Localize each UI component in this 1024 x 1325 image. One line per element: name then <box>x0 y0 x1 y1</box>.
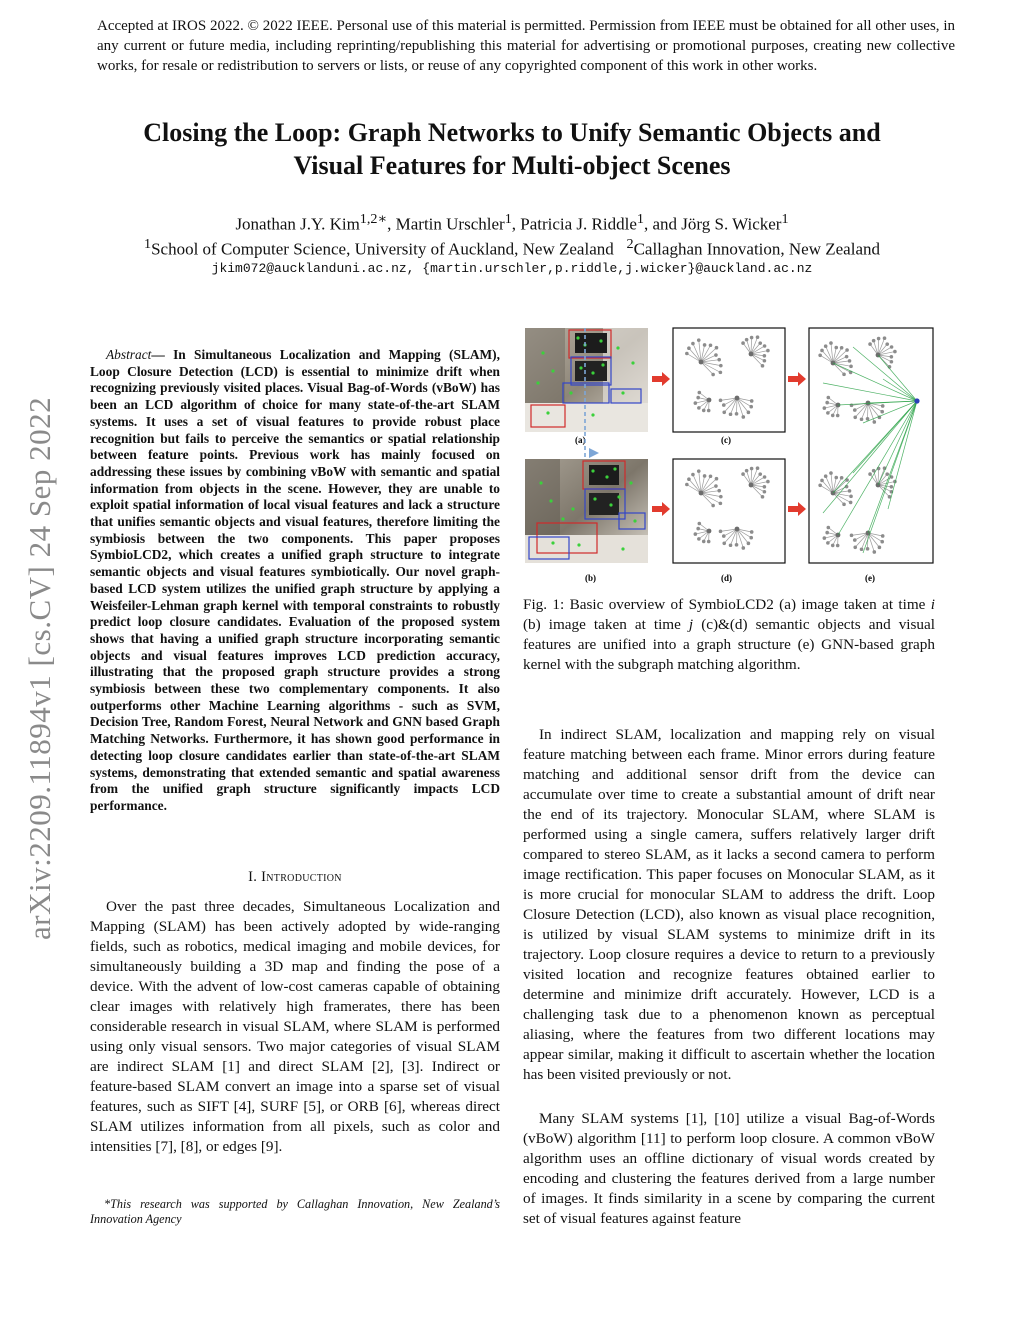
caption-prefix: Fig. 1: Basic overview of SymbioLCD2 (a) image taken at time <box>523 596 931 613</box>
graph-node <box>749 536 753 540</box>
graph-node <box>745 338 749 342</box>
graph-hub <box>749 483 754 488</box>
scene-image-b <box>525 459 648 563</box>
graph-node <box>840 346 844 350</box>
graph-node <box>761 495 765 499</box>
funding-footnote: *This research was supported by Callaghan Innovation, New Zealand’s Innovation Agency <box>90 1197 500 1226</box>
graph-node <box>719 399 723 403</box>
author-name: Martin Urschler <box>395 214 505 234</box>
graph-node <box>709 474 713 478</box>
graph-node <box>714 484 718 488</box>
graph-node <box>719 364 723 368</box>
graph-node <box>685 352 689 356</box>
copyright-notice: Accepted at IROS 2022. © 2022 IEEE. Personal use of this material is permitted. Permission from IEEE must be obtained for all other uses, in any current or future media, including reprinting/republishing this material for advertising or promotional purposes, creating new collective works, for resale or redistribution to servers or lists, or reuse of any copyrighted component of this work in other works. <box>97 18 955 74</box>
graph-node <box>860 417 864 421</box>
body-paragraph-vbow: Many SLAM systems [1], [10] utilize a visual Bag-of-Words (vBoW) algorithm [11] to perform loop closure. A common vBoW algorithm uses an offline dictionary of visual words created by encoding and clustering the features derived from a large number of images. It finds similarity in a scene by comparing the current set of visual features against feature <box>523 1110 935 1227</box>
graph-node <box>866 547 870 551</box>
panel-label-b: (b) <box>585 573 596 583</box>
graph-node <box>719 495 723 499</box>
graph-node <box>766 480 770 484</box>
graph-node <box>741 341 745 345</box>
graph-node <box>873 420 877 424</box>
graph-node <box>747 542 751 546</box>
caption-mid: (b) image taken at time <box>523 616 689 633</box>
graph-node <box>763 485 767 489</box>
graph-node <box>826 541 830 545</box>
graph-node <box>702 409 706 413</box>
graph-node <box>853 545 857 549</box>
author-sup: 1,2∗ <box>359 211 388 227</box>
affiliation-sup: 2 <box>626 236 634 252</box>
graph-node <box>691 473 695 477</box>
graph-node <box>820 479 824 483</box>
graph-node <box>842 373 846 377</box>
author-name: Patricia J. Riddle <box>520 214 637 234</box>
graph-node <box>829 341 833 345</box>
graph-node <box>842 503 846 507</box>
graph-node <box>890 355 894 359</box>
graph-node <box>818 483 822 487</box>
graph-node <box>826 411 830 415</box>
graph-node <box>711 373 715 377</box>
graph-node <box>717 358 721 362</box>
graph-node <box>824 474 828 478</box>
graph-node <box>836 414 840 418</box>
affiliation-sup: 1 <box>144 236 152 252</box>
graph-node <box>890 345 894 349</box>
graph-node <box>761 364 765 368</box>
graph-node <box>763 354 767 358</box>
figure-1-caption <box>523 595 935 675</box>
graph-node <box>878 546 882 550</box>
affiliations <box>60 233 964 261</box>
section-heading <box>90 869 500 886</box>
graph-node <box>866 417 870 421</box>
graph-node <box>750 399 754 403</box>
graph-node <box>698 391 702 395</box>
panel-label-a: (a) <box>575 435 586 445</box>
graph-node <box>848 489 852 493</box>
caption-var-i: i <box>930 596 935 613</box>
title-line-2: Visual Features for Multi-object Scenes <box>293 151 731 180</box>
graph-node <box>729 412 733 416</box>
author-sup: 1 <box>636 211 644 227</box>
intro-paragraph: Over the past three decades, Simultaneous Localization and Mapping (SLAM) has been actively adopted by wide-ranging fields, such as robotics, medical imaging and mobile devices, for simultaneously building a 3D map and finding the pose of a device. With the advent of low-cost cameras capable of obtaining clear images with relatively high framerates, there has been considerable research in visual SLAM, where SLAM is performed using only visual sensors. Two major categories of visual SLAM are indirect SLAM [1] and direct SLAM [2], [3]. Indirect or feature-based SLAM convert an image into a sparse set of visual features, such as SIFT [4], SURF [5], or ORB [6], whereas direct SLAM utilizes information from all pixels, such as color and intensities [7], [8], or edges [9]. <box>90 898 500 1155</box>
arrow-c-to-e <box>788 372 806 386</box>
graph-node <box>885 472 889 476</box>
graph-node <box>872 339 876 343</box>
section-title: Introduction <box>261 869 342 885</box>
section-number: I. <box>248 869 262 885</box>
graph-node <box>825 531 829 535</box>
graph-node <box>827 526 831 530</box>
graph-c <box>673 328 785 432</box>
graph-node <box>714 353 718 357</box>
graph-node <box>687 477 691 481</box>
graph-node <box>763 359 767 363</box>
graph-node <box>742 546 746 550</box>
graph-node <box>890 360 894 364</box>
graph-node <box>702 540 706 544</box>
graph-node <box>868 342 872 346</box>
graph-node <box>697 537 701 541</box>
graph-node <box>741 472 745 476</box>
graph-node <box>860 547 864 551</box>
graph-node <box>880 540 884 544</box>
graph-node <box>823 406 827 410</box>
graph-node <box>893 350 897 354</box>
graph-node <box>818 353 822 357</box>
abstract-dash: — <box>151 347 174 362</box>
panel-label-c: (c) <box>721 435 731 445</box>
graph-node <box>845 348 849 352</box>
graph-node <box>853 415 857 419</box>
graph-e <box>809 328 933 563</box>
graph-node <box>729 543 733 547</box>
graph-node <box>722 410 726 414</box>
link-arrowhead <box>589 448 599 458</box>
graph-node <box>824 344 828 348</box>
graph-node <box>877 337 881 341</box>
graph-node <box>697 469 701 473</box>
graph-node <box>722 403 726 407</box>
graph-node <box>827 396 831 400</box>
author-sup: 1 <box>504 211 512 227</box>
graph-node <box>696 527 700 531</box>
graph-node <box>750 530 754 534</box>
graph-node <box>735 412 739 416</box>
affiliation-2: Callaghan Innovation, New Zealand <box>633 239 880 259</box>
graph-node <box>831 544 835 548</box>
affiliation-1: School of Computer Science, University of Auckland, New Zealand <box>151 239 614 259</box>
arrow-a-to-c <box>652 372 670 386</box>
figure-1-graphic <box>523 323 935 587</box>
graph-node <box>763 475 767 479</box>
graph-node <box>873 550 877 554</box>
graph-node <box>694 401 698 405</box>
graph-node <box>747 411 751 415</box>
graph-node <box>756 466 760 470</box>
figure-1 <box>523 323 935 587</box>
abstract <box>90 347 500 815</box>
graph-node <box>750 467 754 471</box>
graph-node <box>840 476 844 480</box>
title-line-1: Closing the Loop: Graph Networks to Unify Semantic Objects and <box>143 118 881 147</box>
graph-node <box>719 371 723 375</box>
graph-node <box>698 522 702 526</box>
author-separator: , <box>511 214 521 234</box>
graph-node <box>853 538 857 542</box>
graph-node <box>703 474 707 478</box>
graph-node <box>763 490 767 494</box>
graph-node <box>849 495 853 499</box>
graph-node <box>685 483 689 487</box>
graph-node <box>717 489 721 493</box>
graph-node <box>722 541 726 545</box>
graph-node <box>719 530 723 534</box>
graph-hub <box>699 360 704 365</box>
graph-node <box>834 346 838 350</box>
graph-node <box>696 396 700 400</box>
author-name: Jörg S. Wicker <box>681 214 782 234</box>
graph-node <box>694 532 698 536</box>
graph-node <box>711 504 715 508</box>
graph-node <box>687 346 691 350</box>
graph-hub <box>707 529 712 534</box>
author-name: Jonathan J.Y. Kim <box>235 214 360 234</box>
graph-hub <box>699 491 704 496</box>
graph-node <box>881 534 885 538</box>
graph-node <box>697 338 701 342</box>
graph-node <box>707 540 711 544</box>
graph-node <box>709 343 713 347</box>
panel-label-d: (d) <box>721 573 732 583</box>
graph-node <box>715 477 719 481</box>
graph-node <box>758 341 762 345</box>
graph-node <box>766 349 770 353</box>
graph-node <box>848 359 852 363</box>
graph-node <box>849 365 853 369</box>
graph-hub <box>735 396 740 401</box>
graph-node <box>763 344 767 348</box>
graph-node <box>691 342 695 346</box>
graph-node <box>719 502 723 506</box>
body-paragraph-indirect-slam: In indirect SLAM, localization and mapping rely on visual feature matching between each frame. Minor errors during feature matching and additional sensor drift from the device can accumulate over time to create a substantial amount of drift near the end of its trajectory. Monocular SLAM, where SLAM is performed using a single camera, suffers relatively larger drift compared to stereo SLAM, as it lacks a second camera to perform image rectification. This paper focuses on Monocular SLAM, as it is more crucial for monocular SLAM to address the drift. Loop Closure Detection (LCD), also known as visual place recognition, is utilized by visual SLAM systems to minimize drift in its trajectory. Loop closure requires a device to return to a previously visited location and recognize features obtained earlier to determine and minimize drift accurately. However, LCD is a challenging task due to a phenomenon known as perceptual aliasing, where the features from two different locations may appear similar, making it difficult to ascertain whether the location has been visited previously or not. <box>523 726 935 1083</box>
graph-node <box>820 349 824 353</box>
arxiv-identifier: arXiv:2209.11894v1 [cs.CV] 24 Sep 2022 <box>22 396 57 940</box>
graph-node <box>745 469 749 473</box>
graph-node <box>750 336 754 340</box>
author-sup: 1 <box>781 211 789 227</box>
graph-node <box>885 342 889 346</box>
graph-node <box>697 406 701 410</box>
graph-node <box>703 343 707 347</box>
arrow-b-to-d <box>652 502 670 516</box>
panel-label-e: (e) <box>865 573 875 583</box>
graph-hub <box>735 527 740 532</box>
abstract-text: In Simultaneous Localization and Mapping (SLAM), Loop Closure Detection (LCD) is essential to minimize drift when recognizing previously visited places. Visual Bag-of-Words (vBoW) has been an LCD algorithm of choice for many state-of-the-art SLAM systems. It uses a set of visual features to provide robust place recognition but fails to perceive the semantics or spatial relationship between feature points. Previous work has mainly focused on addressing these issues by combining vBoW with semantic and spatial information from objects in the scene. However, they are unable to exploit spatial information of local visual features and lack a structure that unifies semantic objects and visual features, therefore limiting the symbiosis between the two components. This paper proposes SymbioLCD2, which creates a unified graph structure to integrate semantic objects and visual features symbiotically. Our novel graph-based LCD system utilizes the unified graph structure by applying a Weisfeiler-Lehman graph kernel with temporal constraints to robustly predict loop closure candidates. Evaluation of the proposed system shows that having a unified graph structure incorporating semantic objects and visual features improves LCD prediction accuracy, illustrating that the proposed graph structure provides a strong symbiosis between these two complementary components. It also outperforms other Machine Learning algorithms - such as SVM, Decision Tree, Random Forest, Neural Network and GNN based Graph Matching Networks. Furthermore, it has shown good performance in detecting loop closure candidates earlier than state-of-the-art SLAM systems, demonstrating that extended semantic and spatial awareness from the unified graph structure significantly impacts LCD performance. <box>90 347 500 813</box>
caption-var-j: j <box>688 616 694 633</box>
graph-node <box>722 534 726 538</box>
graph-node <box>883 336 887 340</box>
author-separator: , <box>387 214 396 234</box>
graph-node <box>831 414 835 418</box>
graph-node <box>825 401 829 405</box>
author-separator: , and <box>643 214 682 234</box>
graph-node <box>829 471 833 475</box>
graph-node <box>853 408 857 412</box>
graph-node <box>881 404 885 408</box>
graph-hub <box>749 352 754 357</box>
graph-node <box>823 536 827 540</box>
graph-node <box>742 415 746 419</box>
graph-node <box>845 355 849 359</box>
arrow-d-to-e <box>788 502 806 516</box>
author-list <box>60 208 964 236</box>
graph-node <box>758 472 762 476</box>
graph-node <box>756 335 760 339</box>
graph-node <box>715 346 719 350</box>
graph-node <box>836 544 840 548</box>
graph-node <box>749 405 753 409</box>
abstract-label: Abstract <box>106 347 152 362</box>
author-emails: jkim072@aucklanduni.ac.nz, {martin.urschler,p.riddle,j.wicker}@auckland.ac.nz <box>211 261 813 276</box>
scene-image-a <box>525 328 648 432</box>
caption-rest: (c)&(d) semantic objects and visual features are unified into a graph structure (e) GNN-based graph kernel with the subgraph matching algorithm. <box>523 616 935 673</box>
graph-node <box>880 410 884 414</box>
graph-node <box>850 534 854 538</box>
graph-hub <box>707 398 712 403</box>
graph-node <box>735 543 739 547</box>
match-hub <box>914 398 919 403</box>
graph-node <box>834 476 838 480</box>
graph-node <box>849 501 853 505</box>
paper-title <box>60 116 964 182</box>
graph-d <box>673 459 785 563</box>
graph-node <box>707 409 711 413</box>
graph-node <box>890 485 894 489</box>
graph-node <box>868 472 872 476</box>
